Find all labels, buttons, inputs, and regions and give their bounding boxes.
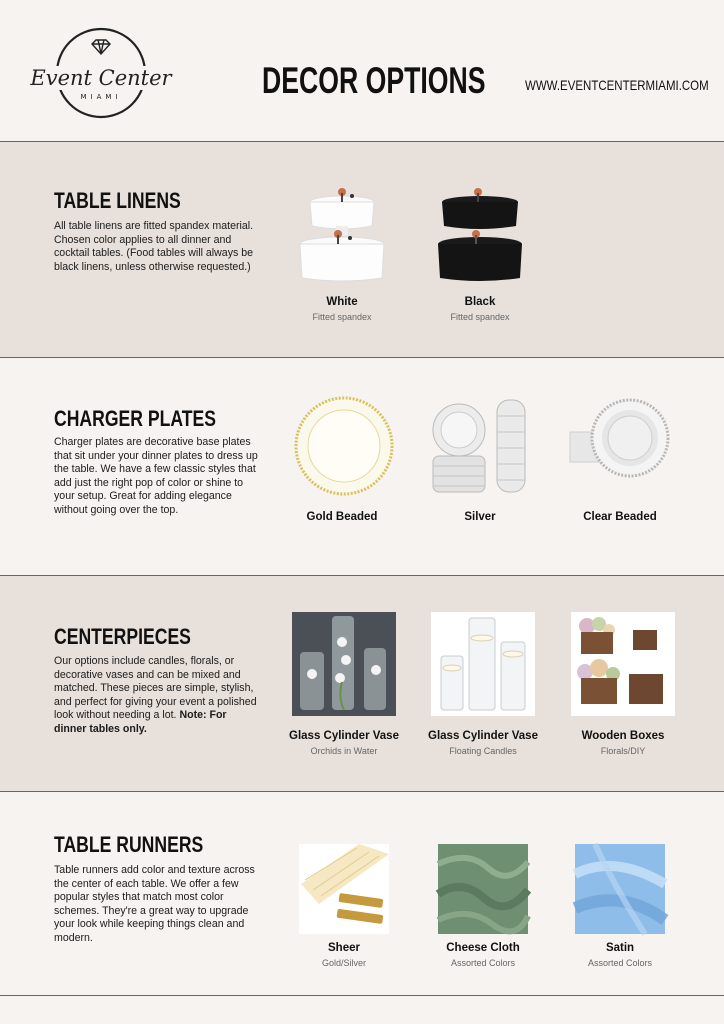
runner-option-sheer[interactable] — [282, 844, 406, 968]
silver-charger-image — [425, 396, 535, 496]
item-name: Wooden Boxes — [581, 730, 665, 742]
item-subtitle: Assorted Colors — [450, 958, 516, 968]
item-name: Sheer — [328, 942, 360, 954]
gold-beaded-charger-image — [292, 396, 392, 496]
logo-wordmark: Event Center — [30, 66, 172, 90]
charger-option-gold-beaded[interactable] — [285, 396, 399, 523]
section-title: CENTERPIECES — [54, 624, 191, 649]
section-description: Table runners add color and texture across the center of each table. We offer a few popular styles that match most color schemes. They're a great way to upgrade your look while keeping things clean and modern. — [54, 864, 255, 944]
page-header — [0, 0, 724, 142]
satin-runner-image — [575, 844, 665, 934]
centerpiece-option-floating-candles[interactable] — [421, 612, 545, 756]
item-name: Glass Cylinder Vase — [289, 730, 399, 742]
section-table-runners — [0, 791, 724, 996]
cheese-cloth-runner-image — [438, 844, 528, 934]
section-title: TABLE LINENS — [54, 188, 181, 213]
item-name: Black — [464, 296, 496, 308]
centerpiece-option-orchids[interactable] — [282, 612, 406, 756]
black-linen-image — [430, 162, 530, 286]
white-linen-image — [292, 162, 392, 286]
logo-subtext: MIAMI — [80, 93, 122, 101]
event-center-logo — [30, 26, 172, 120]
section-table-linens — [0, 141, 724, 357]
section-title: TABLE RUNNERS — [54, 832, 204, 857]
item-name: Cheese Cloth — [446, 942, 520, 954]
page-title: DECOR OPTIONS — [262, 60, 486, 101]
item-name: Gold Beaded — [306, 511, 378, 523]
section-centerpieces — [0, 575, 724, 791]
item-subtitle: Orchids in Water — [310, 746, 378, 756]
item-name: Glass Cylinder Vase — [428, 730, 538, 742]
item-subtitle: Florals/DIY — [600, 746, 646, 756]
wooden-box-image — [571, 612, 675, 716]
item-subtitle: Fitted spandex — [450, 312, 510, 322]
section-description: Charger plates are decorative base plates that sit under your dinner plates to dress up the table. We have a few classic styles that add just the right pop of color or shine to your setup. Great for adding elegance without going over the top. — [54, 436, 258, 516]
section-description: All table linens are fitted spandex material. Chosen color applies to all dinner and cocktail tables. (Food tables will always be black linens, unless otherwise requested.) — [54, 220, 254, 273]
item-subtitle: Floating Candles — [449, 746, 517, 756]
description-note: Note: For dinner tables only. — [54, 709, 227, 735]
section-charger-plates — [0, 357, 724, 575]
website-url[interactable]: WWW.EVENTCENTERMIAMI.COM — [525, 77, 709, 93]
clear-beaded-charger-image — [568, 396, 672, 496]
runner-option-cheese-cloth[interactable] — [421, 844, 545, 968]
item-name: Silver — [464, 511, 496, 523]
item-subtitle: Gold/Silver — [321, 958, 366, 968]
description-text: Our options include candles, florals, or decorative vases and can be mixed and matched. These pieces are simple, stylish, and perfect for giving your event a polished look without needing a lot. — [54, 655, 257, 722]
floating-candle-vase-image — [431, 612, 535, 716]
item-name: White — [326, 296, 358, 308]
runner-option-satin[interactable] — [558, 844, 682, 968]
section-description — [54, 655, 259, 737]
item-subtitle: Fitted spandex — [312, 312, 372, 322]
linen-option-black[interactable] — [423, 162, 537, 322]
item-subtitle: Assorted Colors — [587, 958, 653, 968]
section-title: CHARGER PLATES — [54, 406, 216, 431]
sheer-runner-image — [299, 844, 389, 934]
item-name: Clear Beaded — [583, 511, 657, 523]
linen-option-white[interactable] — [285, 162, 399, 322]
charger-option-clear-beaded[interactable] — [563, 396, 677, 523]
orchid-vase-image — [292, 612, 396, 716]
item-name: Satin — [605, 942, 635, 954]
centerpiece-option-wooden-boxes[interactable] — [561, 612, 685, 756]
charger-option-silver[interactable] — [423, 396, 537, 523]
